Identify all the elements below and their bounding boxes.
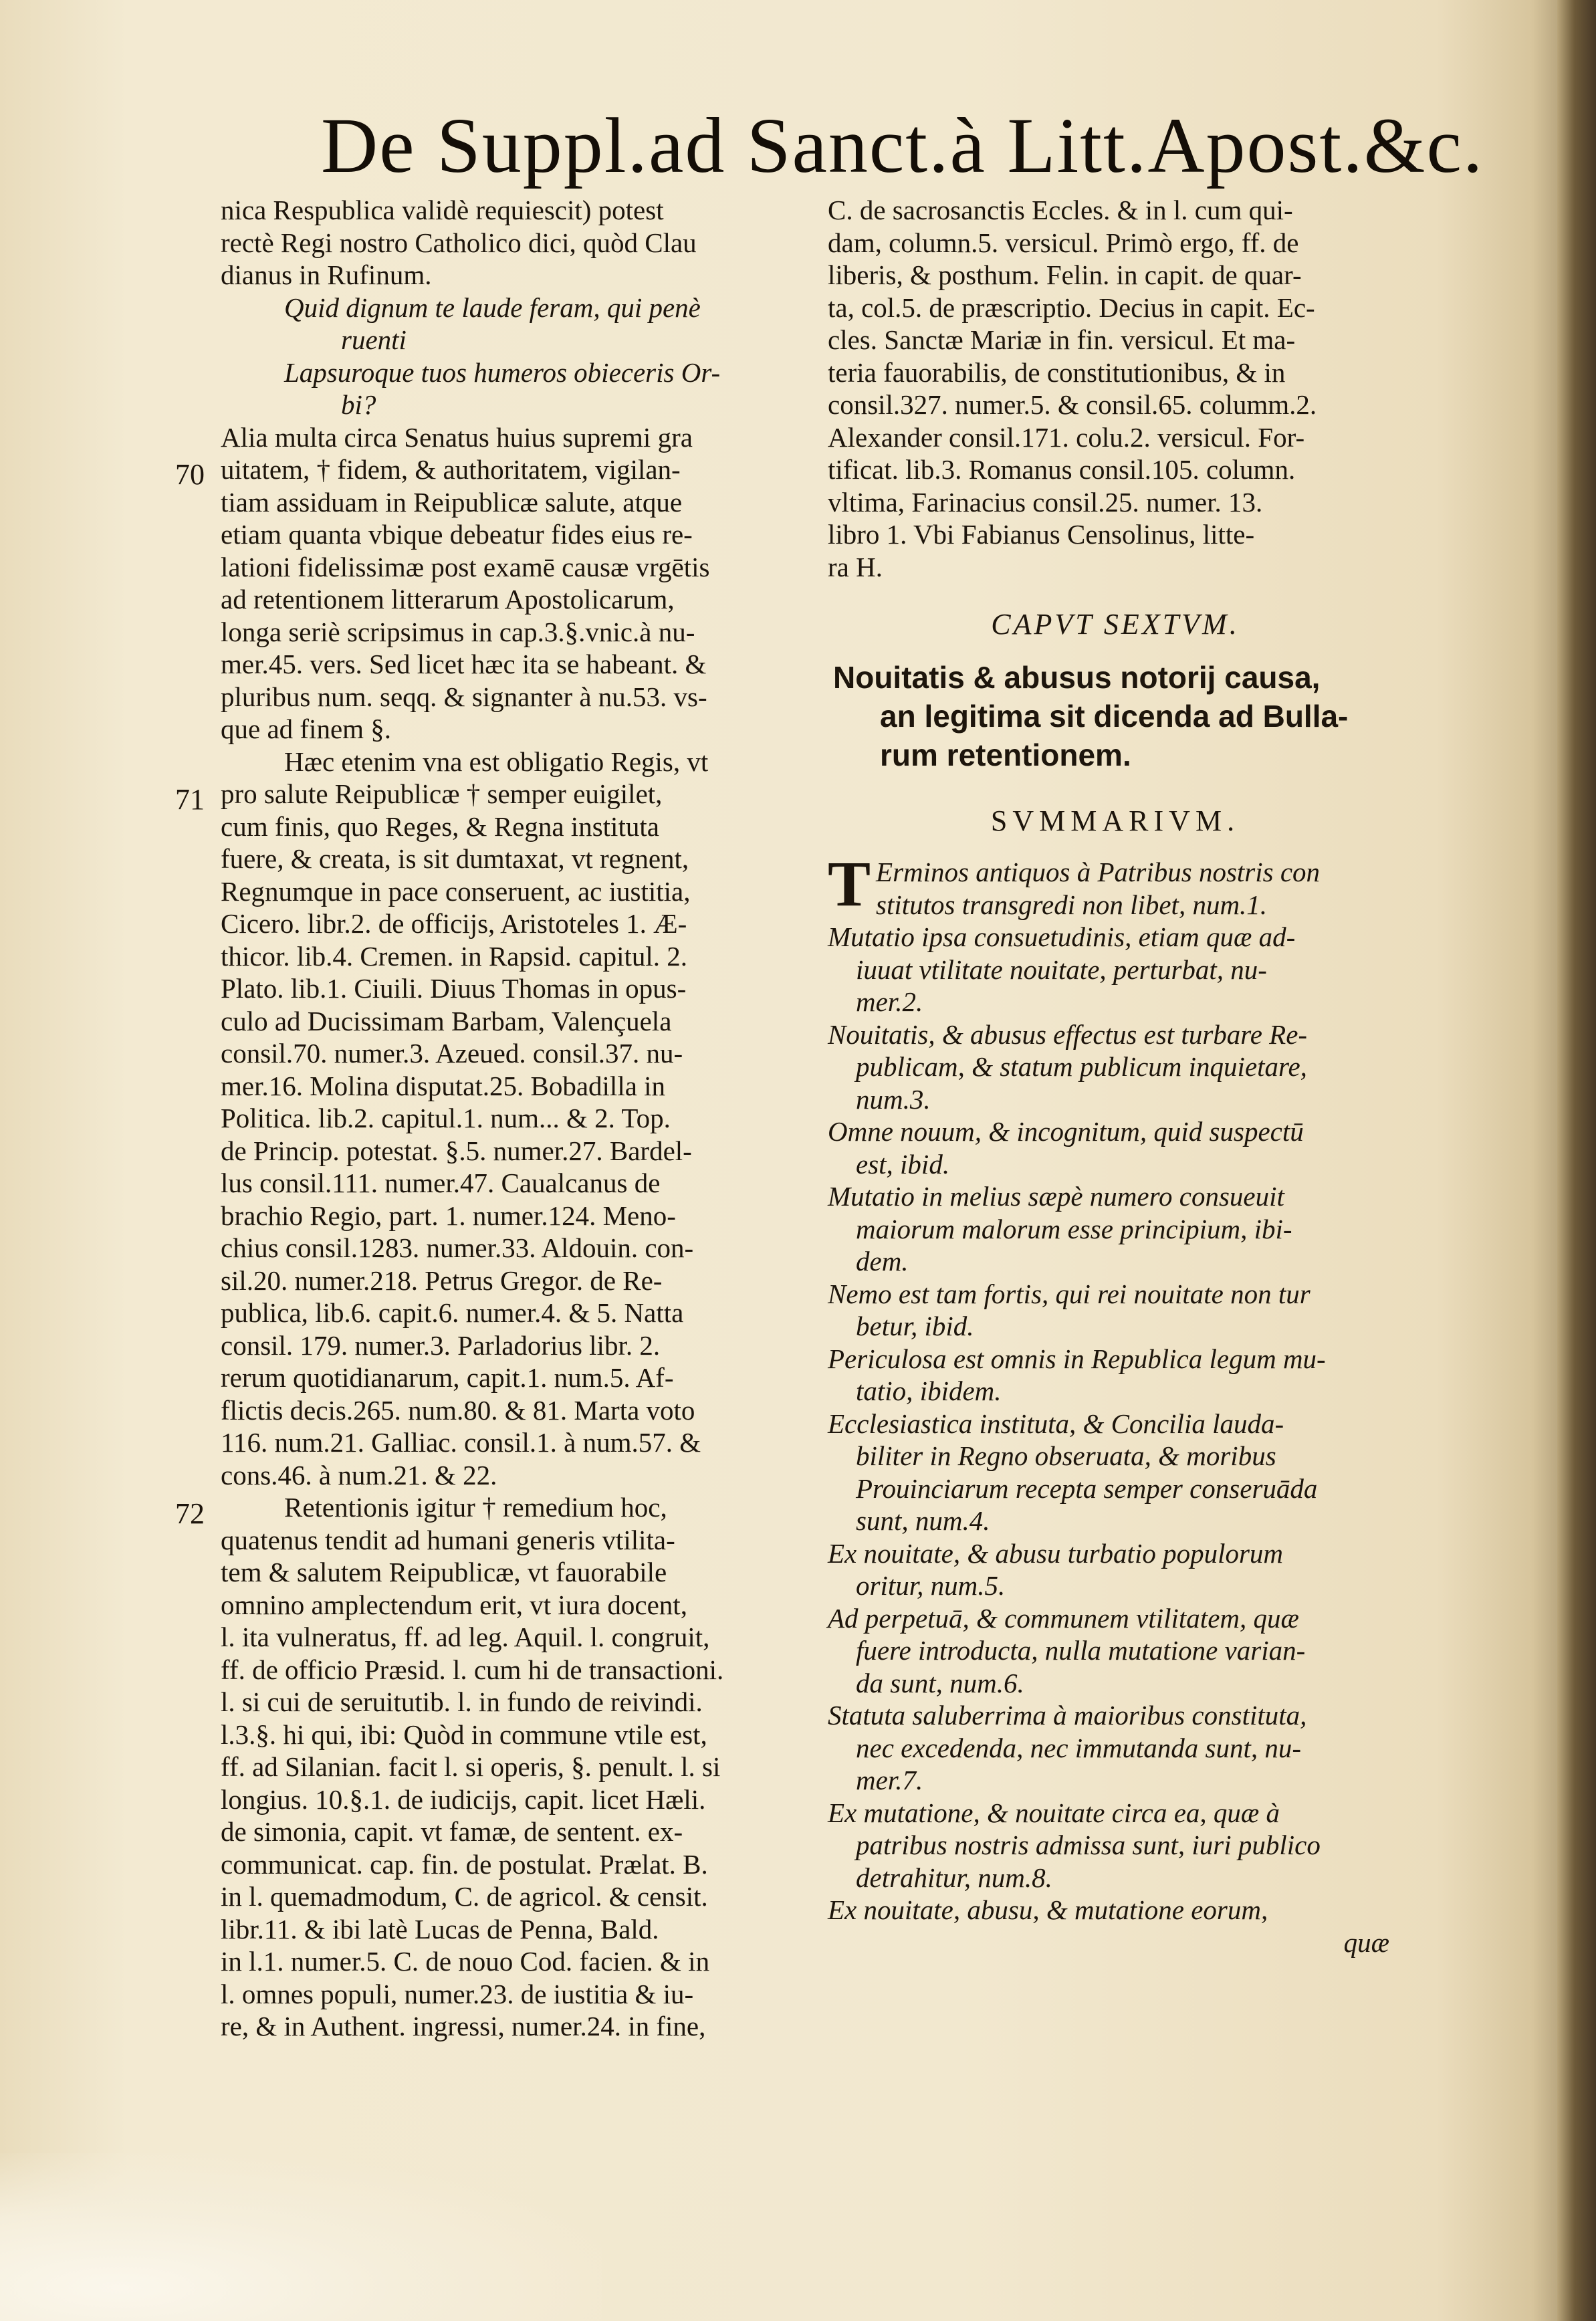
summary-entry xyxy=(828,921,1403,1018)
text-line: l. si cui de seruitutib. l. in fundo de reivindi. xyxy=(221,1686,703,1717)
text-line: C. de sacrosanctis Eccles. & in l. cum qui- xyxy=(828,195,1293,225)
summary-entry xyxy=(828,1408,1403,1537)
catchword: quæ xyxy=(1343,1926,1389,1958)
text-line: l. ita vulneratus, ff. ad leg. Aquil. l. congruit, xyxy=(221,1622,710,1652)
text-line: tiam assiduam in Reipublicæ salute, atque xyxy=(221,486,683,518)
entry-line: publicam, & statum publicum inquietare, xyxy=(856,1051,1307,1082)
text-line: bi? xyxy=(341,389,376,420)
margin-number: 72 xyxy=(175,1497,205,1530)
entry-line: Ad perpetuā, & communem vtilitatem, quæ xyxy=(828,1602,1299,1634)
page-edge xyxy=(1557,0,1596,2321)
right-column xyxy=(828,194,1403,1959)
text-line: cles. Sanctæ Mariæ in fin. versicul. Et ma- xyxy=(828,324,1296,355)
text-line: consil.327. numer.5. & consil.65. columm.2. xyxy=(828,389,1317,420)
entry-line: oritur, num.5. xyxy=(856,1570,1006,1601)
entry-line: Nouitatis, & abusus effectus est turbare Re- xyxy=(828,1018,1308,1050)
entry-line: da sunt, num.6. xyxy=(856,1667,1024,1698)
text-line: rectè Regi nostro Catholico dici, quòd Clau xyxy=(221,227,697,258)
entry-line: mer.2. xyxy=(856,986,923,1017)
text-line: sil.20. numer.218. Petrus Gregor. de Re- xyxy=(221,1264,663,1296)
text-line: Plato. lib.1. Ciuili. Diuus Thomas in opus- xyxy=(221,973,687,1004)
text-line: mer.16. Molina disputat.25. Bobadilla in xyxy=(221,1070,666,1101)
text-line: tificat. lib.3. Romanus consil.105. column. xyxy=(828,454,1296,485)
summary-entry xyxy=(828,1602,1403,1700)
text-line: quatenus tendit ad humani generis vtilita- xyxy=(221,1524,675,1555)
text-line: que ad finem §. xyxy=(221,713,392,744)
entry-line: mer.7. xyxy=(856,1765,923,1795)
text-line: ff. ad Silanian. facit l. si operis, §. penult. l. si xyxy=(221,1751,721,1782)
margin-number: 70 xyxy=(175,458,205,491)
chapter-heading: CAPVT SEXTVM. xyxy=(991,608,1240,641)
entry-line: num.3. xyxy=(856,1083,931,1115)
entry-line: Ex nouitate, & abusu turbatio populorum xyxy=(828,1537,1284,1569)
text-line: lationi fidelissimæ post examē causæ vrgētis xyxy=(221,551,710,582)
text-line: consil.70. numer.3. Azeued. consil.37. nu- xyxy=(221,1038,683,1069)
text-line: pluribus num. seqq. & signanter à nu.53. vs- xyxy=(221,681,707,712)
title-line: rum retentionem. xyxy=(880,738,1131,772)
text-line: libr.11. & ibi latè Lucas de Penna, Bald. xyxy=(221,1913,659,1945)
title-line: an legitima sit dicenda ad Bulla- xyxy=(880,699,1349,734)
text-line: mer.45. vers. Sed licet hæc ita se habeant. & xyxy=(221,649,707,679)
text-line: Alia multa circa Senatus huius supremi gra xyxy=(221,421,693,453)
text-line: teria fauorabilis, de constitutionibus, & in xyxy=(828,356,1286,388)
running-header: De Suppl.ad Sanct.à Litt.Apost.&c. xyxy=(321,102,1484,189)
text-line: de Princip. potestat. §.5. numer.27. Bardel- xyxy=(221,1135,692,1166)
entry-line: maiorum malorum esse principium, ibi- xyxy=(856,1213,1292,1244)
text-line: Regnumque in pace conseruent, ac iustitia, xyxy=(221,875,691,907)
entry-line: biliter in Regno obseruata, & moribus xyxy=(856,1440,1276,1471)
text-line: vltima, Farinacius consil.25. numer. 13. xyxy=(828,486,1263,518)
text-line: pro salute Reipublicæ † semper euigilet, xyxy=(221,778,663,809)
entry-line: nec excedenda, nec immutanda sunt, nu- xyxy=(856,1732,1302,1763)
drop-cap: T xyxy=(828,848,871,919)
entry-line: sunt, num.4. xyxy=(856,1505,990,1536)
text-line: etiam quanta vbique debeatur fides eius re- xyxy=(221,519,693,550)
text-line: dam, column.5. versicul. Primò ergo, ff. de xyxy=(828,227,1299,258)
text-line: ta, col.5. de præscriptio. Decius in capit. Ec- xyxy=(828,292,1315,323)
entry-line: Statuta saluberrima à maioribus constituta, xyxy=(828,1700,1307,1731)
text-line: ra H. xyxy=(828,551,883,582)
summary-entry xyxy=(828,1343,1403,1408)
summary-entry xyxy=(828,1894,1403,1926)
text-line: communicat. cap. fin. de postulat. Prælat. B. xyxy=(221,1848,708,1880)
text-line: chius consil.1283. numer.33. Aldouin. con- xyxy=(221,1232,694,1263)
text-line: Alexander consil.171. colu.2. versicul. For- xyxy=(828,421,1305,453)
text-line: cons.46. à num.21. & 22. xyxy=(221,1459,497,1490)
summary-entry xyxy=(828,1537,1403,1602)
entry-text: Erminos antiquos à Patribus nostris con xyxy=(876,857,1321,887)
entry-line: tatio, ibidem. xyxy=(856,1375,1002,1406)
text-line: nica Respublica validè requiescit) potest xyxy=(221,195,664,225)
text-line: Hæc etenim vna est obligatio Regis, vt xyxy=(284,746,709,777)
entry-line: detrahitur, num.8. xyxy=(856,1862,1052,1893)
text-line: uitatem, † fidem, & authoritatem, vigilan- xyxy=(221,454,681,485)
text-line: in l.1. numer.5. C. de nouo Cod. facien. & in xyxy=(221,1946,710,1977)
text-line: tem & salutem Reipublicæ, vt fauorabile xyxy=(221,1557,667,1587)
text-line: ff. de officio Præsid. l. cum hi de transactioni. xyxy=(221,1654,724,1685)
text-line: de simonia, capit. vt famæ, de sentent. ex- xyxy=(221,1816,683,1847)
text-line: longa seriè scripsimus in cap.3.§.vnic.à nu- xyxy=(221,616,695,647)
text-line: rerum quotidianarum, capit.1. num.5. Af- xyxy=(221,1362,674,1393)
text-line: culo ad Ducissimam Barbam, Valençuela xyxy=(221,1005,672,1036)
summary-entry xyxy=(828,1797,1403,1894)
text-line: thicor. lib.4. Cremen. in Rapsid. capitul. 2. xyxy=(221,940,688,972)
entry-line: Omne nouum, & incognitum, quid suspectū xyxy=(828,1116,1304,1147)
summary-entry xyxy=(828,1018,1403,1116)
text-line: longius. 10.§.1. de iudicijs, capit. licet Hæli. xyxy=(221,1783,706,1815)
text-line: ruenti xyxy=(341,324,407,355)
entry-line: Ecclesiastica instituta, & Concilia lauda- xyxy=(828,1408,1284,1439)
entry-line: est, ibid. xyxy=(856,1148,950,1180)
text-line: omnino amplectendum erit, vt iura docent, xyxy=(221,1589,687,1620)
summary-heading: SVMMARIVM. xyxy=(990,804,1240,837)
left-column xyxy=(221,194,796,2043)
entry-line: Prouinciarum recepta semper conseruāda xyxy=(856,1472,1318,1504)
text-line: lus consil.111. numer.47. Caualcanus de xyxy=(221,1168,661,1198)
text-line: fuere, & creata, is sit dumtaxat, vt regnent, xyxy=(221,843,689,874)
entry-line: Mutatio in melius sæpè numero consueuit xyxy=(828,1181,1284,1212)
entry-line: betur, ibid. xyxy=(856,1311,974,1341)
summary-entry xyxy=(828,1115,1403,1180)
text-line: flictis decis.265. num.80. & 81. Marta voto xyxy=(221,1394,695,1426)
margin-number: 71 xyxy=(175,783,205,816)
entry-line: Nemo est tam fortis, qui rei nouitate non tur xyxy=(828,1278,1310,1309)
text-line: Lapsuroque tuos humeros obieceris Or- xyxy=(284,356,721,388)
summary-entry xyxy=(828,848,1403,921)
entry-line: Mutatio ipsa consuetudinis, etiam quæ ad- xyxy=(828,921,1296,952)
entry-line: Ex nouitate, abusu, & mutatione eorum, xyxy=(828,1894,1268,1925)
text-line: re, & in Authent. ingressi, numer.24. in fine, xyxy=(221,2011,706,2041)
chapter-title xyxy=(828,658,1403,774)
entry-line: dem. xyxy=(856,1246,909,1277)
text-line: Politica. lib.2. capitul.1. num... & 2. Top. xyxy=(221,1103,671,1133)
paper-stain xyxy=(0,2153,602,2321)
entry-line: stitutos transgredi non libet, num.1. xyxy=(876,889,1268,920)
entry-line: Ex mutatione, & nouitate circa ea, quæ à xyxy=(828,1797,1280,1828)
text-line: brachio Regio, part. 1. numer.124. Meno- xyxy=(221,1200,676,1231)
title-line: Nouitatis & abusus notorij causa, xyxy=(833,660,1321,695)
text-line: Retentionis igitur † remedium hoc, xyxy=(284,1492,667,1523)
text-line: consil. 179. numer.3. Parladorius libr. 2. xyxy=(221,1329,661,1361)
entry-line: Periculosa est omnis in Republica legum mu- xyxy=(828,1343,1326,1374)
text-line: Cicero. libr.2. de officijs, Aristoteles 1. Æ- xyxy=(221,908,687,939)
summary-entry xyxy=(828,1699,1403,1797)
text-line: publica, lib.6. capit.6. numer.4. & 5. Natta xyxy=(221,1297,684,1328)
summary-entries xyxy=(828,848,1403,1926)
entry-line: iuuat vtilitate nouitate, perturbat, nu- xyxy=(856,954,1267,985)
entry-line: fuere introducta, nulla mutatione varian- xyxy=(856,1635,1306,1666)
text-line: 116. num.21. Galliac. consil.1. à num.57. & xyxy=(221,1427,701,1458)
text-line: Quid dignum te laude feram, qui penè xyxy=(284,292,701,323)
summary-entry xyxy=(828,1180,1403,1278)
text-line: liberis, & posthum. Felin. in capit. de quar- xyxy=(828,259,1302,290)
text-line: ad retentionem litterarum Apostolicarum, xyxy=(221,584,675,615)
text-line: libro 1. Vbi Fabianus Censolinus, litte- xyxy=(828,519,1255,550)
text-line: l.3.§. hi qui, ibi: Quòd in commune vtile est, xyxy=(221,1719,707,1750)
text-line: dianus in Rufinum. xyxy=(221,259,432,290)
text-line: in l. quemadmodum, C. de agricol. & censit. xyxy=(221,1881,708,1912)
summary-entry xyxy=(828,1278,1403,1343)
text-line: cum finis, quo Reges, & Regna instituta xyxy=(221,810,659,842)
text-line: l. omnes populi, numer.23. de iustitia & iu- xyxy=(221,1978,694,2009)
right-column-text xyxy=(828,194,1403,583)
entry-line: patribus nostris admissa sunt, iuri publico xyxy=(856,1830,1321,1860)
